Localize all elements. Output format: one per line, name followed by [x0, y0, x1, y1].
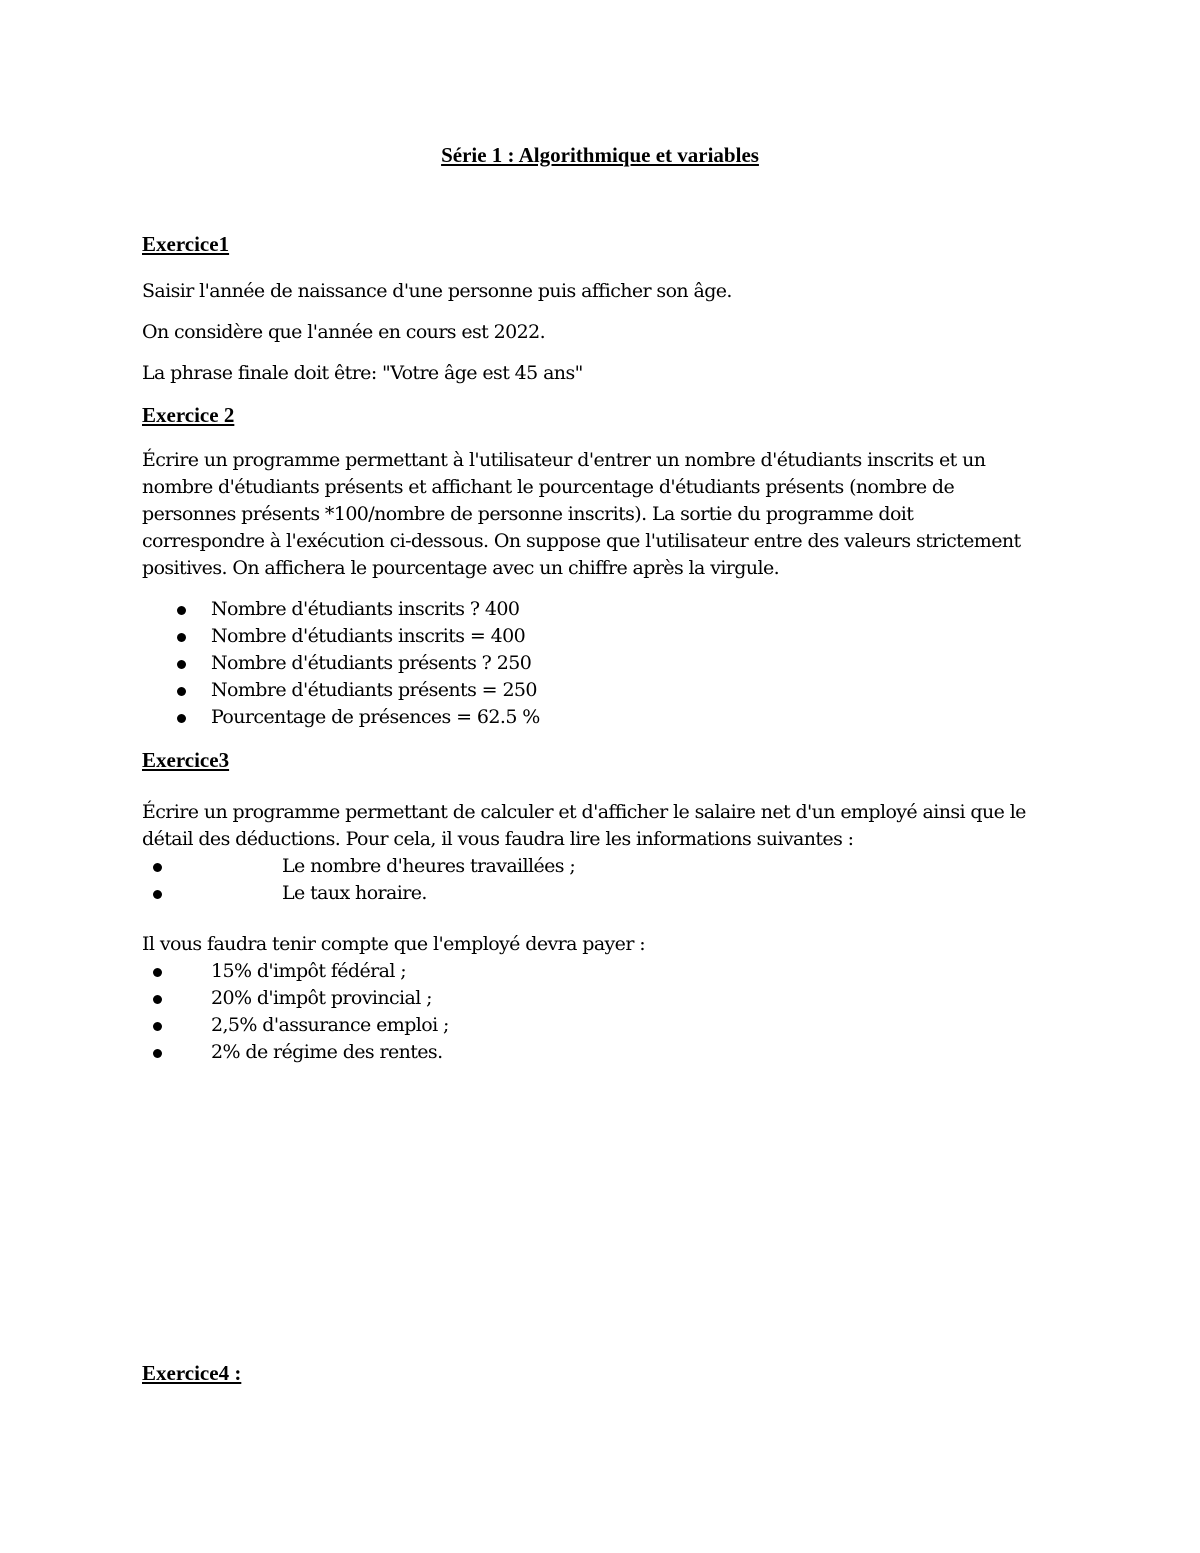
- exercise2-paragraph-line-2: nombre d'étudiants présents et affichant le pourcentage d'étudiants présents (nombre de: [142, 476, 955, 498]
- exercise2-paragraph-line-4: correspondre à l'exécution ci-dessous. On suppose que l'utilisateur entre des valeurs strictement: [142, 530, 1021, 552]
- exercise2-paragraph-line-3: personnes présents *100/nombre de personne inscrits). La sortie du programme doit: [142, 503, 914, 525]
- list-item-text: 15% d'impôt fédéral ;: [211, 960, 407, 982]
- bullet-icon: [153, 995, 162, 1004]
- exercise1-line-1: Saisir l'année de naissance d'une personne puis afficher son âge.: [142, 280, 732, 302]
- bullet-icon: [177, 606, 186, 615]
- exercise3-heading: Exercice3: [142, 748, 230, 772]
- exercise4-heading: Exercice4 :: [142, 1361, 242, 1385]
- document-title: Série 1 : Algorithmique et variables: [441, 143, 759, 167]
- bullet-icon: [177, 633, 186, 642]
- list-item-text: Nombre d'étudiants inscrits = 400: [211, 625, 526, 647]
- bullet-icon: [153, 863, 162, 872]
- bullet-icon: [153, 1022, 162, 1031]
- list-item-text: 2% de régime des rentes.: [211, 1041, 443, 1063]
- exercise3-paragraph-line-2: détail des déductions. Pour cela, il vous faudra lire les informations suivantes :: [142, 828, 854, 850]
- list-item-text: Pourcentage de présences = 62.5 %: [211, 706, 540, 728]
- list-item-text: 20% d'impôt provincial ;: [211, 987, 432, 1009]
- list-item-text: Le taux horaire.: [282, 882, 427, 904]
- exercise3-payment-intro: Il vous faudra tenir compte que l'employé devra payer :: [142, 933, 646, 955]
- bullet-icon: [153, 1049, 162, 1058]
- list-item-text: Nombre d'étudiants présents = 250: [211, 679, 537, 701]
- exercise3-paragraph-line-1: Écrire un programme permettant de calculer et d'afficher le salaire net d'un employé ainsi que le: [142, 801, 1026, 823]
- bullet-icon: [153, 890, 162, 899]
- list-item-text: Nombre d'étudiants inscrits ? 400: [211, 598, 520, 620]
- exercise1-line-3: La phrase finale doit être: "Votre âge est 45 ans": [142, 362, 583, 384]
- exercise2-paragraph-line-5: positives. On affichera le pourcentage avec un chiffre après la virgule.: [142, 557, 780, 579]
- bullet-icon: [177, 687, 186, 696]
- bullet-icon: [153, 968, 162, 977]
- list-item-text: 2,5% d'assurance emploi ;: [211, 1014, 449, 1036]
- exercise2-paragraph-line-1: Écrire un programme permettant à l'utilisateur d'entrer un nombre d'étudiants inscrits et un: [142, 449, 986, 471]
- list-item-text: Le nombre d'heures travaillées ;: [282, 855, 576, 877]
- list-item-text: Nombre d'étudiants présents ? 250: [211, 652, 532, 674]
- exercise1-line-2: On considère que l'année en cours est 2022.: [142, 321, 546, 343]
- bullet-icon: [177, 660, 186, 669]
- exercise1-heading: Exercice1: [142, 232, 230, 256]
- bullet-icon: [177, 714, 186, 723]
- exercise2-heading: Exercice 2: [142, 403, 235, 427]
